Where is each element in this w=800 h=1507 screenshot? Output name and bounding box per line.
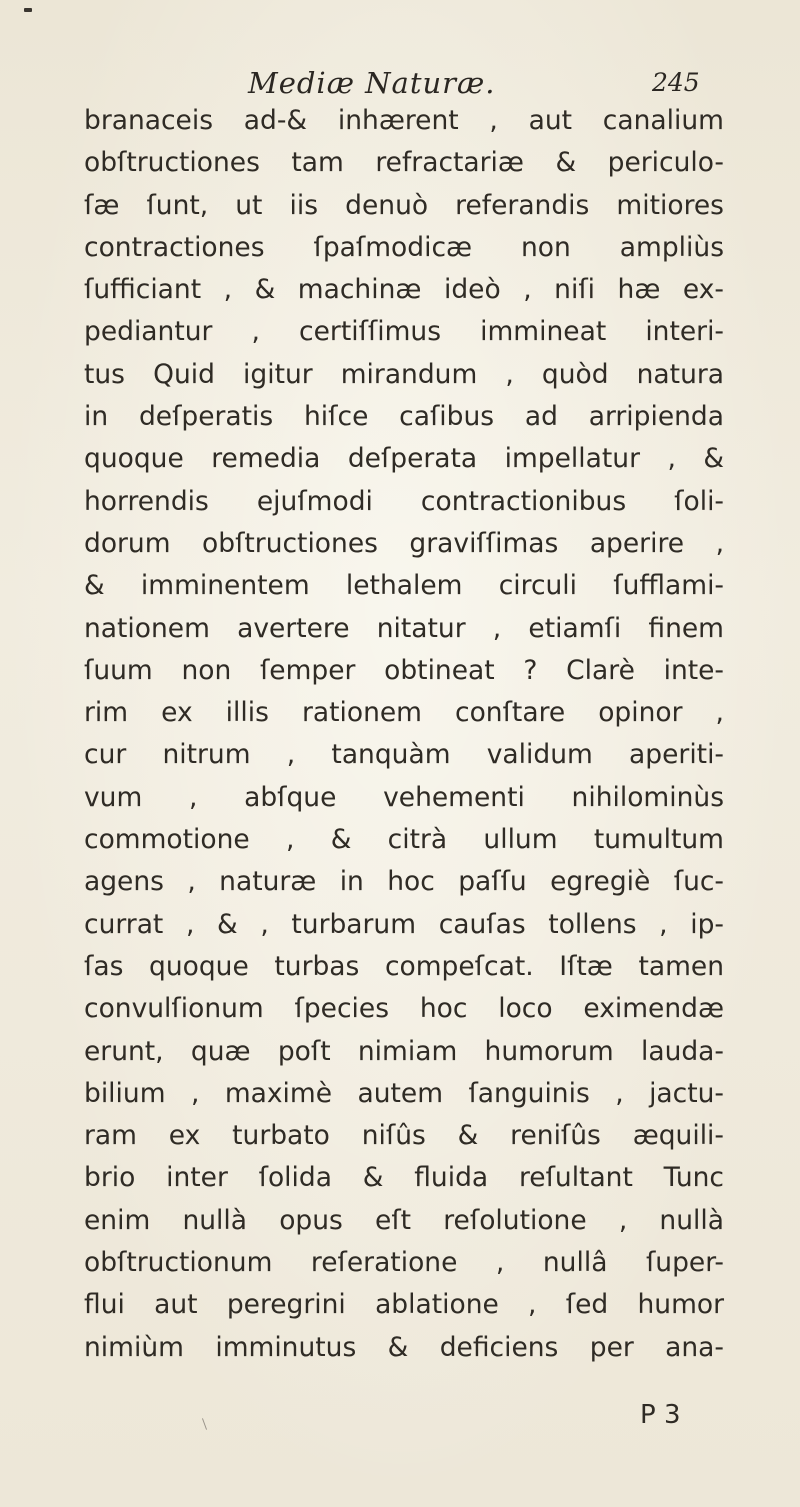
ink-mark <box>24 8 32 12</box>
text-line: ſæ ſunt, ut iis denuò referandis mitiores <box>84 189 724 221</box>
text-line: rim ex illis rationem conſtare opinor , <box>84 697 724 729</box>
text-line: nimiùm imminutus & deficiens per ana- <box>84 1331 724 1363</box>
text-line: ſufficiant , & machinæ ideò , niſi hæ ex- <box>84 274 724 306</box>
text-line: tus Quid igitur mirandum , quòd natura <box>84 358 724 390</box>
running-title: Mediæ Naturæ. <box>248 66 496 100</box>
signature-mark: P 3 <box>640 1400 681 1430</box>
text-line: currat , & , turbarum cauſas tollens , ip- <box>84 908 724 940</box>
text-line: agens , naturæ in hoc paſſu egregiè ſuc- <box>84 866 724 898</box>
text-line: flui aut peregrini ablatione , ſed humor <box>84 1289 724 1321</box>
text-line: convulſionum ſpecies hoc loco eximendæ <box>84 993 724 1025</box>
text-line: obſtructionum reſeratione , nullâ ſuper- <box>84 1247 724 1279</box>
text-line: vum , abſque vehementi nihilominùs <box>84 781 724 813</box>
text-line: brio inter ſolida & fluida reſultant Tunc <box>84 1162 724 1194</box>
body-text <box>84 100 724 1369</box>
text-line: in deſperatis hiſce caſibus ad arripienda <box>84 401 724 433</box>
text-line: enim nullà opus eſt reſolutione , nullà <box>84 1204 724 1236</box>
text-line: nationem avertere nitatur , etiamſi finem <box>84 612 724 644</box>
text-line: horrendis ejuſmodi contractionibus ſoli- <box>84 485 724 517</box>
text-line: ſuum non ſemper obtineat ? Clarè inte- <box>84 654 724 686</box>
text-line: commotione , & citrà ullum tumultum <box>84 824 724 856</box>
text-line: dorum obſtructiones graviſſimas aperire , <box>84 527 724 559</box>
text-line: erunt, quæ poſt nimiam humorum lauda- <box>84 1035 724 1067</box>
text-line: obſtructiones tam refractariæ & periculo- <box>84 147 724 179</box>
page-number: 245 <box>652 68 700 97</box>
text-line: quoque remedia deſperata impellatur , & <box>84 443 724 475</box>
text-line: & imminentem lethalem circuli ſufflami- <box>84 570 724 602</box>
text-line: cur nitrum , tanquàm validum aperiti- <box>84 739 724 771</box>
text-line: pediantur , certiſſimus immineat interi- <box>84 316 724 348</box>
text-line: bilium , maximè autem ſanguinis , jactu- <box>84 1077 724 1109</box>
text-line: ſas quoque turbas compeſcat. Iſtæ tamen <box>84 950 724 982</box>
text-line: contractiones ſpaſmodicæ non ampliùs <box>84 231 724 263</box>
pencil-mark <box>202 1418 207 1430</box>
text-line: branaceis ad-& inhærent , aut canalium <box>84 105 724 136</box>
text-line: ram ex turbato niſûs & reniſûs æquili- <box>84 1120 724 1152</box>
